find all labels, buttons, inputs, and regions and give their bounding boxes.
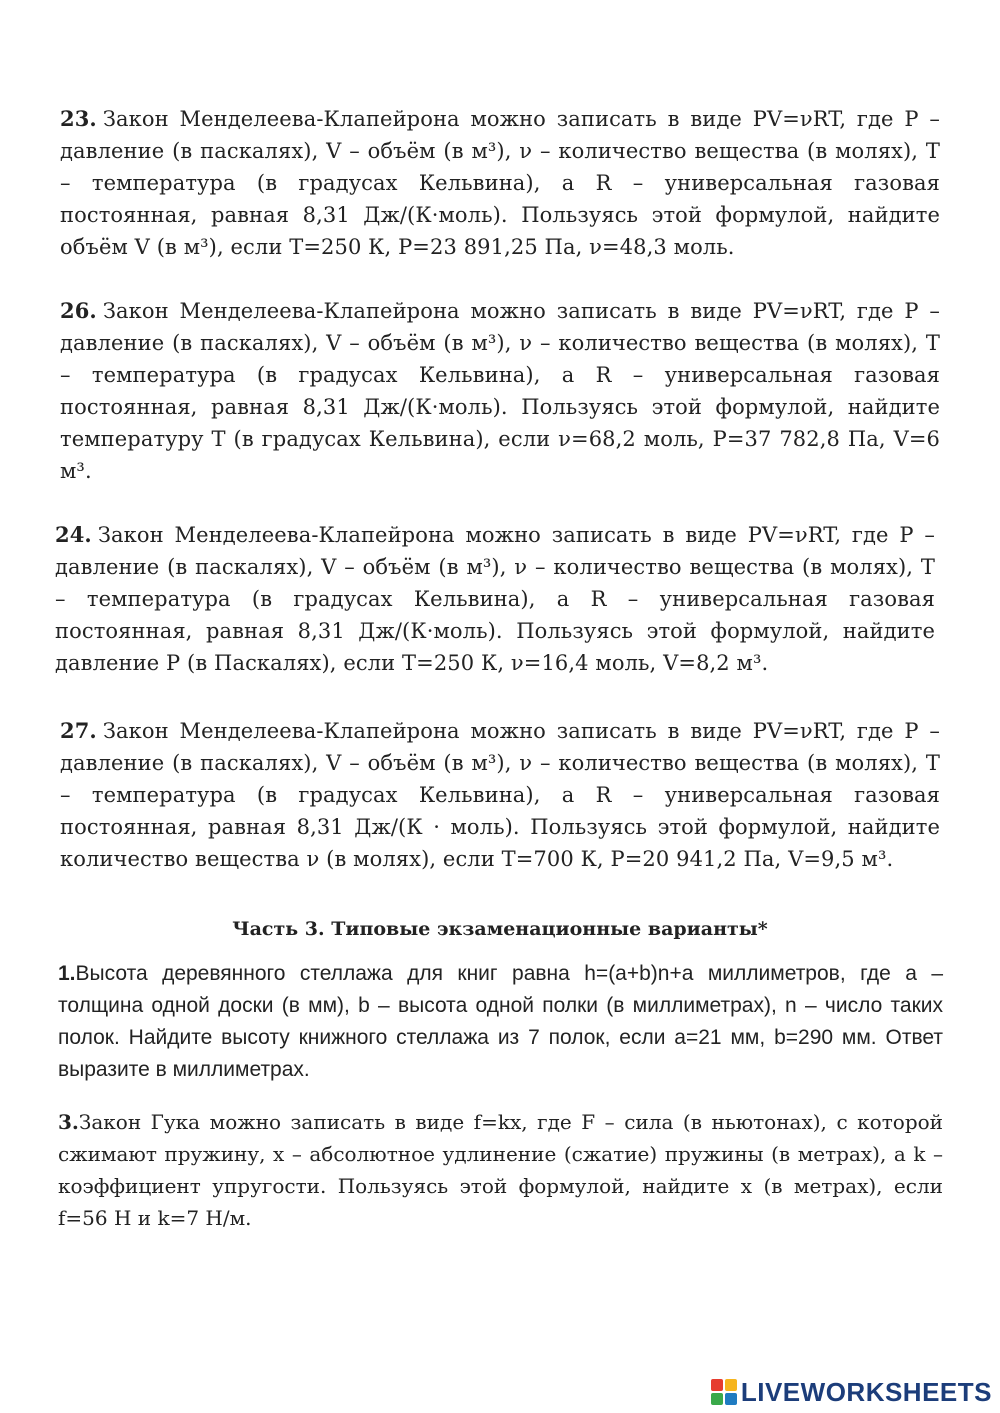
- problem-text: Закон Менделеева-Клапейрона можно записать в виде PV=νRT, где P – давление (в паскалях), V – объём (в м³), ν – количество вещества (в молях), T – температура (в градусах Кельвина), а R – универсальная газовая постоянная, равная 8,31 Дж/(К · моль). Пользуясь этой формулой, найдите количество вещества ν (в молях), если T=700 К, P=20 941,2 Па, V=9,5 м³.: [60, 719, 940, 871]
- task-3: [58, 1106, 943, 1234]
- liveworksheets-logo-icon: [711, 1379, 737, 1405]
- problem-24: [55, 519, 935, 679]
- watermark-text: LIVEWORKSHEETS: [740, 1376, 992, 1407]
- task-number: 3.: [58, 1110, 79, 1134]
- problem-text: Закон Менделеева-Клапейрона можно записать в виде PV=νRT, где P – давление (в паскалях), V – объём (в м³), ν – количество вещества (в молях), T – температура (в градусах Кельвина), а R – универсальная газовая постоянная, равная 8,31 Дж/(К·моль). Пользуясь этой формулой, найдите давление P (в Паскалях), если T=250 К, ν=16,4 моль, V=8,2 м³.: [55, 523, 935, 675]
- task-text: Высота деревянного стеллажа для книг равна h=(a+b)n+a миллиметров, где a – толщина одной доски (в мм), b – высота одной полки (в миллиметрах), n – число таких полок. Найдите высоту книжного стеллажа из 7 полок, если a=21 мм, b=290 мм. Ответ выразите в миллиметрах.: [58, 962, 943, 1081]
- problem-number: 23.: [60, 106, 97, 131]
- task-1: [58, 958, 943, 1086]
- problem-number: 26.: [60, 298, 97, 323]
- logo-square-green: [711, 1393, 723, 1405]
- task-number: 1.: [58, 962, 76, 985]
- problem-number: 24.: [55, 522, 92, 547]
- problem-26: [60, 295, 940, 487]
- part-3-title: Часть 3. Типовые экзаменационные варианты*: [232, 918, 768, 940]
- problem-number: 27.: [60, 718, 97, 743]
- task-text: Закон Гука можно записать в виде f=kx, где F – сила (в ньютонах), с которой сжимают пружину, x – абсолютное удлинение (сжатие) пружины (в метрах), а k – коэффициент упругости. Пользуясь этой формулой, найдите x (в метрах), если f=56 Н и k=7 Н/м.: [58, 1110, 943, 1230]
- problem-23: [60, 103, 940, 263]
- problem-text: Закон Менделеева-Клапейрона можно записать в виде PV=νRT, где P – давление (в паскалях), V – объём (в м³), ν – количество вещества (в молях), T – температура (в градусах Кельвина), а R – универсальная газовая постоянная, равная 8,31 Дж/(К·моль). Пользуясь этой формулой, найдите температуру T (в градусах Кельвина), если ν=68,2 моль, P=37 782,8 Па, V=6 м³.: [60, 299, 940, 483]
- logo-square-blue: [725, 1393, 737, 1405]
- problem-27: [60, 715, 940, 875]
- logo-square-yellow: [725, 1379, 737, 1391]
- liveworksheets-watermark: [711, 1377, 992, 1407]
- problem-text: Закон Менделеева-Клапейрона можно записать в виде PV=νRT, где P – давление (в паскалях), V – объём (в м³), ν – количество вещества (в молях), T – температура (в градусах Кельвина), а R – универсальная газовая постоянная, равная 8,31 Дж/(К·моль). Пользуясь этой формулой, найдите объём V (в м³), если T=250 К, P=23 891,25 Па, ν=48,3 моль.: [60, 107, 940, 259]
- logo-square-red: [711, 1379, 723, 1391]
